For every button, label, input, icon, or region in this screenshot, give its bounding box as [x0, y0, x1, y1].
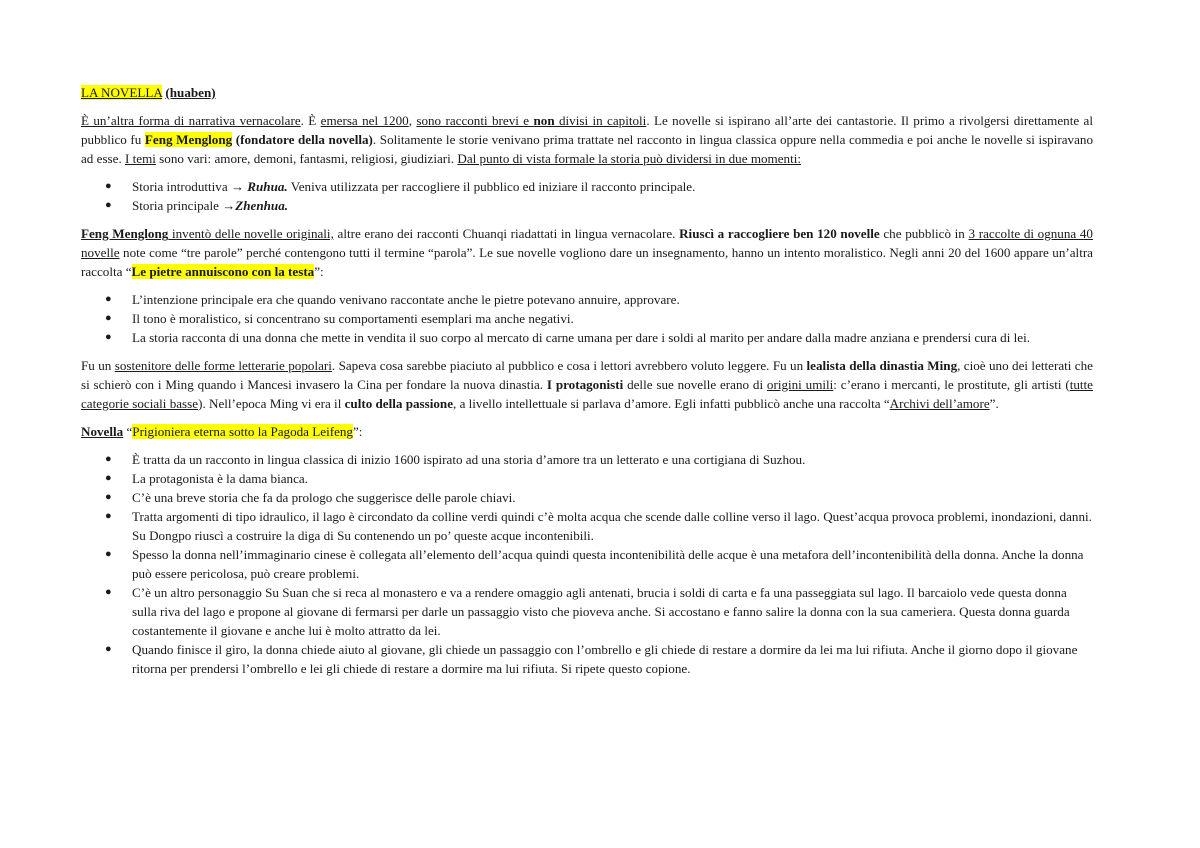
bullet-icon: ● — [105, 312, 112, 324]
text: , — [408, 113, 417, 128]
text: che pubblicò in — [879, 226, 969, 241]
title-sub: (huaben) — [165, 85, 216, 100]
novella-heading: Novella “Prigioniera eterna sotto la Pagoda Leifeng”: — [81, 424, 363, 439]
text: sono vari: amore, demoni, fantasmi, religiosi, giudiziari. — [155, 151, 458, 166]
text: ”: — [314, 264, 324, 279]
text: . Le novelle si ispirano all’arte dei cantastorie. Il primo a rivolgersi direttamente al pubblico fu — [81, 113, 1093, 147]
feng-menglong-paragraph — [81, 224, 1093, 281]
bullet-icon: ● — [105, 293, 112, 305]
bullet-icon: ● — [105, 643, 112, 655]
text-underlined: I temi — [125, 151, 156, 166]
supporter-paragraph: Fu un sostenitore delle forme letterarie popolari. Sapeva cosa sarebbe piaciuto al pubblico e cosa i lettori avrebbero voluto leggere. Fu un lealista della dinastia Ming, cioè uno dei letterati che si schierò con i Ming quando i Mancesi invasero la Cina per fondare la nuova dinastia. I protagonisti delle sue novelle erano di origini umili: c’erano i mercanti, le prostitute, gli artisti (tutte categorie sociali basse). Nell’epoca Ming vi era il culto della passione, a livello intellettuale si parlava d’amore. Egli infatti pubblicò anche una raccolta “Archivi dell’amore”. — [81, 358, 1093, 411]
bullet-icon: ● — [105, 510, 112, 522]
text-bold: non — [533, 113, 555, 128]
list-item: ● Quando finisce il giro, la donna chiede aiuto al giovane, gli chiede un passaggio con l’ombrello e gli chiede di restare a dormire da lei ma lui rifiuta. Anche il giorno dopo il giovane ritorna per prendersi l’ombrello e lei gli chiede di restare a dormire ma lui rifiuta. Si ripete questo copione. — [105, 642, 1078, 676]
text-bold: (fondatore della novella) — [232, 132, 373, 147]
text: . Solitamente le storie venivano prima trattate nel racconto in lingua classica oppure nella commedia e poi anche le novelle si ispiravano ad esse. — [81, 132, 1093, 166]
bullet-icon: ● — [105, 180, 112, 192]
text-underlined: origini umili — [766, 377, 834, 392]
text: altre erano dei racconti Chuanqi riadattati in lingua vernacolare. — [333, 226, 680, 241]
text-highlighted: Feng Menglong — [144, 132, 233, 147]
intro-paragraph — [81, 111, 1093, 168]
document-body — [81, 83, 1093, 687]
bullet-icon: ● — [105, 548, 112, 560]
text-underlined: divisi in capitoli — [554, 113, 647, 128]
list-item: ● Storia principale →Zhenhua. — [105, 198, 289, 213]
list-item: ● Storia introduttiva → Ruhua. Veniva utilizzata per raccogliere il pubblico ed iniziare il racconto principale. — [105, 179, 696, 194]
text-underlined: tutte categorie sociali basse — [81, 377, 1093, 411]
text-highlighted: Prigioniera eterna sotto la Pagoda Leifeng — [132, 424, 353, 439]
text-bold: lealista della dinastia Ming — [806, 358, 958, 373]
bullet-icon: ● — [105, 199, 112, 211]
text-underlined: Archivi dell’amore — [889, 396, 990, 411]
text-bold: Novella — [81, 424, 124, 439]
bullet-list-stones — [81, 290, 1093, 347]
text-bold: I protagonisti — [546, 377, 624, 392]
text-bold: culto della passione — [344, 396, 454, 411]
text: note come “tre parole” perché contengono tutti il termine “parola”. Le sue novelle vogliono dare un insegnamento, hanno un intento moralistico. Negli anni 20 del 1600 appare un’altra raccolta “ — [81, 245, 1093, 279]
list-item: ● Spesso la donna nell’immaginario cinese è collegata all’elemento dell’acqua quindi questa incontenibilità delle acque è una metafora dell’incontenibilità della donna. Anche la donna può essere pericolosa, può creare problemi. — [105, 547, 1084, 581]
text-underlined: inventò delle novelle originali, — [168, 226, 334, 241]
list-item: ● È tratta da un racconto in lingua classica di inizio 1600 ispirato ad una storia d’amore tra un letterato e una cortigiana di Suzhou. — [105, 452, 806, 467]
text-underlined: Dal punto di vista formale la storia può dividersi in due momenti: — [457, 151, 802, 166]
bullet-icon: ● — [105, 453, 112, 465]
bullet-icon: ● — [105, 472, 112, 484]
text-bold: Riuscì a raccogliere ben 120 novelle — [679, 226, 880, 241]
list-item: ● La protagonista è la dama bianca. — [105, 471, 308, 486]
bullet-icon: ● — [105, 586, 112, 598]
text-underlined: sono racconti brevi e — [416, 113, 534, 128]
list-item: ● L’intenzione principale era che quando venivano raccontate anche le pietre potevano annuire, approvare. — [105, 292, 680, 307]
text-underlined: emersa nel 1200 — [320, 113, 409, 128]
bullet-list-story-parts — [81, 177, 1093, 215]
text-underlined: È un’altra forma di narrativa vernacolare — [81, 113, 301, 128]
text-underlined: sostenitore delle forme letterarie popolari — [114, 358, 332, 373]
list-item: ● C’è un altro personaggio Su Suan che si reca al monastero e va a rendere omaggio agli antenati, brucia i soldi di carta e fa una passeggiata sul lago. Il barcaiolo vede questa donna sulla riva del lago e propone al giovane di fermarsi per darle un passaggio visto che pioveva anche. Si accostano e fanno salire la donna con la sua cameriera. Questa donna guarda costantemente il giovane e anche lui è molto attratto da lei. — [105, 585, 1070, 638]
list-item: ● Tratta argomenti di tipo idraulico, il lago è circondato da colline verdi quindi c’è molta acqua che scende dalle colline verso il lago. Quest’acqua provoca problemi, inondazioni, danni. Su Dongpo riuscì a costruire la diga di Su contenendo un po’ queste acque incontenibili. — [105, 509, 1092, 543]
bullet-icon: ● — [105, 491, 112, 503]
bullet-list-novella — [81, 450, 1093, 678]
document-title — [81, 83, 1093, 102]
text: . È — [300, 113, 321, 128]
list-item: ● C’è una breve storia che fa da prologo che suggerisce delle parole chiavi. — [105, 490, 516, 505]
bullet-icon: ● — [105, 331, 112, 343]
list-item: ● La storia racconta di una donna che mette in vendita il suo corpo al mercato di carne umana per dare i soldi al marito per andare dalla madre anziana e prendersi cura di lei. — [105, 330, 1030, 345]
text-highlighted: Le pietre annuiscono con la testa — [131, 264, 315, 279]
text-bold: Feng Menglong — [81, 226, 169, 241]
title-main: LA NOVELLA — [81, 85, 163, 100]
text-underlined: 3 raccolte di ognuna 40 novelle — [81, 226, 1093, 260]
list-item: ● Il tono è moralistico, si concentrano su comportamenti esemplari ma anche negativi. — [105, 311, 574, 326]
